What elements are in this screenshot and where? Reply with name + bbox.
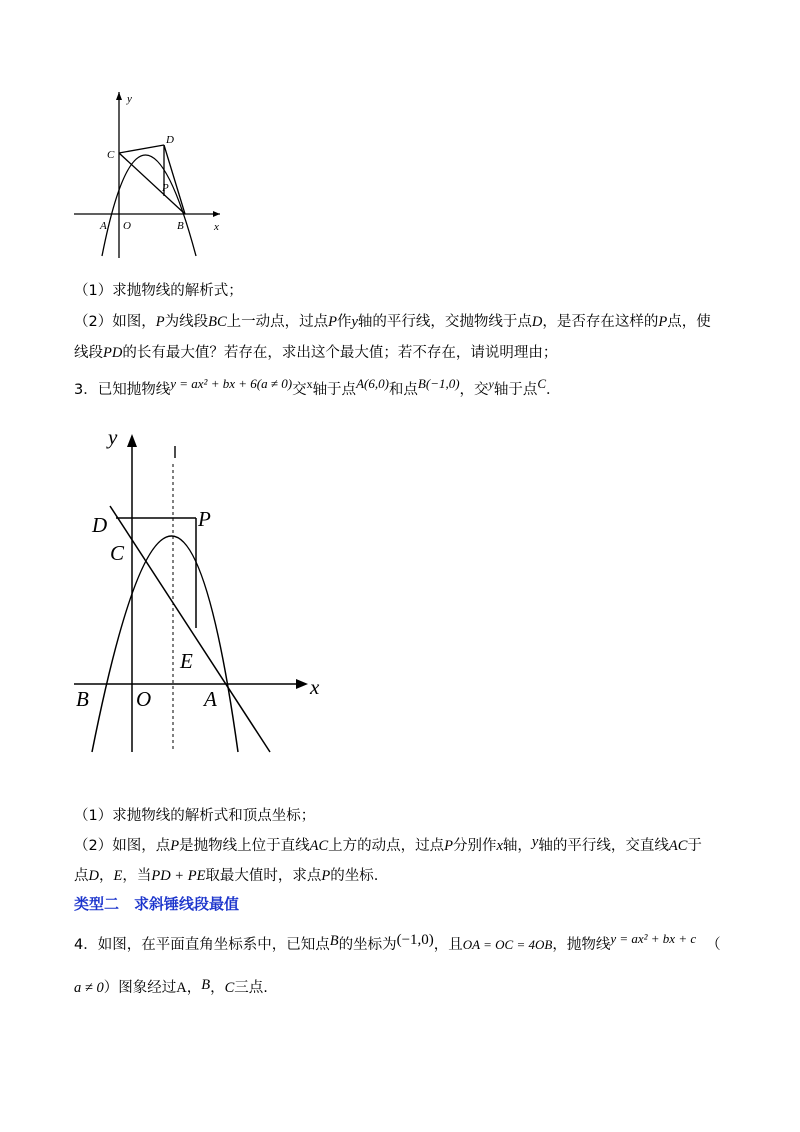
- p3-question-2-line-2: 点D，E，当PD + PE取最大值时，求点P的坐标.: [74, 868, 379, 884]
- label-P: P: [162, 182, 169, 194]
- p2-question-2-line-2: 线段PD的长有最大值？若存在，求出这个最大值；若不存在，请说明理由；: [74, 345, 558, 361]
- label-C: C: [107, 149, 115, 161]
- label-x: x: [214, 221, 219, 233]
- figure-1-parabola-graph: [70, 88, 230, 263]
- p3-intro: 3．已知抛物线y = ax² + bx + 6(a ≠ 0)交$^x$轴于点A(6,0)和点B(−1,0)，交$^y$轴于点C．: [74, 376, 561, 398]
- p3-question-2-line-1: （2）如图，点P是抛物线上位于直线AC上方的动点，过点P分别作x轴，y轴的平行线，交直线AC于: [74, 834, 702, 854]
- label-O: O: [123, 220, 131, 232]
- line-AC: [110, 506, 270, 752]
- label-D: D: [92, 513, 108, 537]
- p4-line-1: 4．如图，在平面直角坐标系中，已知点B的坐标为(−1,0)，且OA = OC = 4OB，抛物线y = ax² + bx + c （: [74, 931, 721, 953]
- label-A: A: [204, 687, 217, 711]
- label-O: O: [136, 687, 152, 711]
- label-y: y: [108, 425, 118, 449]
- label-E: E: [180, 649, 193, 673]
- x-axis-arrow: [296, 679, 308, 689]
- section-heading: 类型二 求斜锤线段最值: [74, 895, 240, 913]
- label-C: C: [110, 541, 125, 565]
- p2-question-1: （1）求抛物线的解析式；: [74, 283, 243, 299]
- segment-CD: [119, 145, 164, 153]
- parabola-curve: [92, 536, 238, 752]
- label-B: B: [76, 687, 89, 711]
- label-y: y: [127, 93, 132, 105]
- p4-line-2: a ≠ 0）图象经过A，B，C三点.: [74, 977, 268, 996]
- label-x: x: [310, 675, 320, 699]
- p2-question-2-line-1: （2）如图，P为线段BC上一动点，过点P作y轴的平行线，交抛物线于点D，是否存在这样的P点，使: [74, 314, 711, 330]
- y-axis-arrow: [127, 434, 137, 447]
- p3-question-1: （1）求抛物线的解析式和顶点坐标；: [74, 808, 316, 824]
- figure-2-parabola-graph: [70, 420, 340, 760]
- label-P: P: [198, 507, 211, 531]
- label-A: A: [100, 220, 107, 232]
- label-B: B: [177, 220, 184, 232]
- y-axis-arrow: [116, 92, 122, 100]
- x-axis-arrow: [213, 211, 220, 217]
- label-D: D: [166, 134, 174, 146]
